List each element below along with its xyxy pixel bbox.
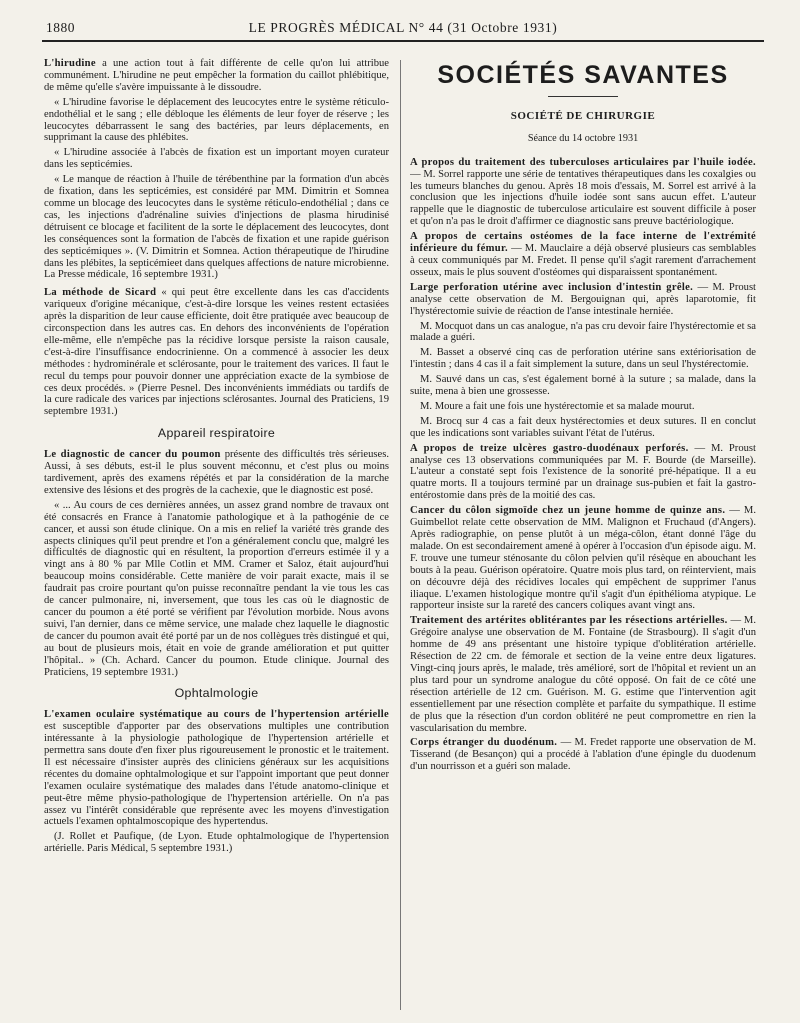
running-title bbox=[42, 20, 764, 36]
paragraph: L'examen oculaire systématique au cours de l'hypertension artérielle est susceptible d'apporter par des observations multiples une contribution intéressante à la physiologie pathologique de l'hypertension artérielle et permettra sans doute d'en fixer plus rigoureusement le pronostic et le traitement. Il est nécessaire d'insister auprès des cliniciens généraux sur les acquisitions récentes du domaine ophtalmologique et sur l'appoint important que peut donner l'examen oculaire systématique des malades dans l'étude anatomo-clinique et peut-être même physio-pathologique de l'hypertension artérielle. On n'a pas assez vu l'intérêt considérable que représente avec les moyens d'investigation actuels l'examen ophtalmoscopique des hypertendus. bbox=[44, 709, 389, 828]
paragraph: Le diagnostic de cancer du poumon présente des difficultés très sérieuses. Aussi, à ses débuts, est-il le plus souvent méconnu, et c'est plus ou moins tardivement, après des examens répétés et par la considération de la marche extensive des lésions et des progrès de la cachexie, que le diagnostic est posé. bbox=[44, 449, 389, 496]
paragraph: Corps étranger du duodénum. — M. Fredet rapporte une observation de M. Tisserand (de Besançon) qui a procédé à l'ablation d'une épingle du duodenum d'un nourrisson et a guéri son malade. bbox=[410, 737, 756, 773]
left-column bbox=[44, 58, 389, 1018]
paragraph: M. Mocquot dans un cas analogue, n'a pas cru devoir faire l'hystérectomie et sa malade a guéri. bbox=[410, 320, 756, 344]
section-heading-respiratoire: Appareil respiratoire bbox=[157, 426, 276, 441]
paragraph: (J. Rollet et Paufique, (de Lyon. Etude ophtalmologique de l'hypertension artérielle. Paris Médical, 5 septembre 1931.) bbox=[44, 831, 389, 855]
paragraph: « L'hirudine favorise le déplacement des leucocytes entre le système réticulo-endothélial et le sang ; elle débloque les éléments de leur foyer de réserve ; les leucocytes débarrassent le sang des bactéries, par leurs déplacements, en supprimant la cause des phlébites. bbox=[44, 96, 389, 144]
paragraph: « L'hirudine associée à l'abcès de fixation est un important moyen curateur dans les septicémies. bbox=[44, 147, 389, 171]
paragraph: « ... Au cours de ces dernières années, un assez grand nombre de travaux ont été consacrés en France à l'anatomie pathologique et à la pathogénie de ce cancer, et aussi son étude clinique. On a mis en relief la variété très grande des aspects cliniques qu'il peut prendre et l'on a généralement conclu que, malgré les difficultés de diagnostic qui en résultent, la proportion d'erreurs estimée il y a vingt ans à 80 % par Mlle Cotlin et MM. Cramer et Saloz, était aujourd'hui beaucoup moins considérable. Cette manière de voir parait exacte, mais il se faudrait pas croire pourtant qu'on puisse reconnaître pendant la vie tous les cas de cancer pulmonaire, ni, inversement, que tous les cas où le diagnostic de cancer du poumon a été porté se vérifient par l'évolution morbide. Nous avons suivi, l'an dernier, dans ce même service, une malade chez laquelle le diagnostic de cancer du poumon avait été porté par un de nos collègues très distingué et qui, au bout de plusieurs mois, était en voie de grande amélioration et put quitter l'hôpital.. » (Ch. Achard. Cancer du poumon. Etude clinique. Journal des Praticiens, 19 septembre 1931.) bbox=[44, 499, 389, 678]
paragraph: A propos de certains ostéomes de la face interne de l'extrémité inférieure du fémur. — M. Mauclaire a déjà observé plusieurs cas semblables à ceux communiqués par M. Fredet. Il pense qu'il s'agit rarement d'arrachement osseux, mais le plus souvent d'ostéomes qui disparaissent spontanément. bbox=[410, 231, 756, 278]
paragraph: M. Sauvé dans un cas, s'est également borné à la suture ; sa malade, dans la suite, mena à bien une grossesse. bbox=[410, 374, 756, 398]
column-divider bbox=[400, 60, 401, 1010]
session-date: Séance du 14 octobre 1931 bbox=[527, 132, 639, 144]
paragraph: Traitement des artérites oblitérantes par les résections artérielles. — M. Grégoire analyse une observation de M. Fontaine (de Strasbourg). Il s'agit d'un homme de 49 ans présentant une histoire typique d'oblitération artérielle. Résection de 22 cm. de fémorale et section de la veine entre deux ligatures. Vingt-cinq jours après, le malade, très amélioré, sort de l'hôpital et revient un an plus tard pour un syndrome analogue du côté opposé. On fait de ce côté une résection artérielle de 12 cm. Guérison. M. G. estime que l'intervention agit essentiellement par une résection complète et parfaite du sympathique. Il estime de plus que la résection d'un cordon oblitéré ne peut compromettre en rien la vascularisation du membre. bbox=[410, 615, 756, 734]
paragraph: M. Moure a fait une fois une hystérectomie et sa malade mourut. bbox=[420, 400, 695, 412]
page-number: 1880 bbox=[46, 20, 75, 35]
paragraph: Cancer du côlon sigmoïde chez un jeune homme de quinze ans. — M. Guimbellot relate cette observation de MM. Malignon et Fruchaud (d'Angers). Après radiographie, on pense plutôt à un méga-côlon, étant donné l'âge du malade. On est secondairement amené à opérer à l'occasion d'un épisode aigu. M. F. trouve une tumeur sténosante du côlon pelvien qu'il résèque en abouchant les bouts à la peau. Guérison opératoire. Quatre mois plus tard, on réintervient, mais on découvre déjà des récidives locales qui empêchent de supprimer l'anus iliaque. L'examen histologique montre qu'il s'agit d'un épithélioma atypique. Le rapporteur insiste sur la rareté des cancers coliques avant vingt ans. bbox=[410, 505, 756, 612]
paragraph: Large perforation utérine avec inclusion d'intestin grêle. — M. Proust analyse cette observation de M. Bergouignan qui, après laparotomie, fit l'hystérectomie suivie de réaction de l'anse intestinale herniée. bbox=[410, 281, 756, 317]
issue-info: N° 44 (31 Octobre 1931) bbox=[408, 20, 558, 35]
paragraph: « Le manque de réaction à l'huile de térébenthine par la formation d'un abcès de fixation, dans les septicémies, est considéré par MM. Dimitrin et Somnea comme un blocage des leucocytes dans le système réticulo-endothélial ; dans ce cas, les injections d'adrénaline suivies d'injections de plasma hirudinisé détruisent ce blocage et facilitent de la sorte le déplacement des leucocytes, dont les conséquences sont la formation de l'abcès de fixation et une rapide guérison des septicémiques ». (V. Dimitrin et Somnea. Action thérapeutique de l'hirudine dans les plébites, la septicémieet dans quelques affections de nature microbienne. La Presse médicale, 16 septembre 1931.) bbox=[44, 174, 389, 281]
hirudine-section bbox=[44, 58, 389, 281]
paragraph: M. Brocq sur 4 cas a fait deux hystérectomies et deux sutures. Il en conclut que les indications sont variables suivant l'état de l'utérus. bbox=[410, 415, 756, 439]
page-header bbox=[42, 14, 764, 42]
section-heading-ophtalmologie: Ophtalmologie bbox=[174, 686, 259, 701]
title-rule bbox=[548, 96, 618, 97]
right-column bbox=[410, 58, 756, 1018]
paragraph: A propos de treize ulcères gastro-duodénaux perforés. — M. Proust analyse ces 13 observations communiquées par M. F. Bourde (de Marseille). L'auteur a constaté sept fois l'existence de la sonorité pré-hépatique. Il a eu quatre morts. Il a toujours terminé par un drainage sus-pubien et fait la gastro-entérostomie dans près de la moitié des cas. bbox=[410, 442, 756, 502]
sicard-paragraph: La méthode de Sicard « qui peut être excellente dans les cas d'accidents variqueux d'origine mécanique, c'est-à-dire lorsque les veines restent ectasiées après la disparition de leur cause efficiente, doit être pratiquée avec beaucoup de circonspection dans les autres cas. En dehors des inconvénients de l'opération elle-même, elle n'empêche pas la récidive lorsque persiste la raison causale, c'est-à-dire l'insuffisance endocrinienne. On a commencé à associer les deux méthodes : hydrominérale et sclérosante, pour le traitement des varices. Il faut le recul du temps pour pouvoir donner une appréciation exacte de la symbiose de ces deux procédés. » (Pierre Pesnel. Des inconvénients immédiats ou tardifs de la cure radicale des varices par injections sclérosantes. Journal des Praticiens, 19 septembre 1931.) bbox=[44, 287, 389, 418]
paragraph: M. Basset a observé cinq cas de perforation utérine sans extériorisation de l'intestin ; dans 4 cas il a fait simplement la suture, dans un seul l'hystérectomie. bbox=[410, 347, 756, 371]
section-title: SOCIÉTÉS SAVANTES bbox=[437, 61, 729, 89]
paragraph: L'hirudine a une action tout à fait différente de celle qu'on lui attribue communément. L'hirudine ne peut empêcher la formation du caillot phlébitique, de même qu'elle s'avère impuissante à le dissoudre. bbox=[44, 58, 389, 93]
society-name: SOCIÉTÉ DE CHIRURGIE bbox=[510, 109, 656, 122]
journal-name: LE PROGRÈS MÉDICAL bbox=[248, 20, 405, 35]
paragraph: A propos du traitement des tuberculoses articulaires par l'huile iodée. — M. Sorrel rapporte une série de tentatives thérapeutiques dans les coxalgies ou les tumeurs blanches du genou. Après 18 mois d'essais, M. Sorrel est arrivé à la conclusion que les injections d'huile iodée sont sans aucun effet. L'auteur rappelle que le diagnostic de tuberculose articulaire est souvent difficile à poser et qu'on n'a pas le droit d'affirmer ce diagnostic sans preuve bactériologique. bbox=[410, 156, 756, 228]
